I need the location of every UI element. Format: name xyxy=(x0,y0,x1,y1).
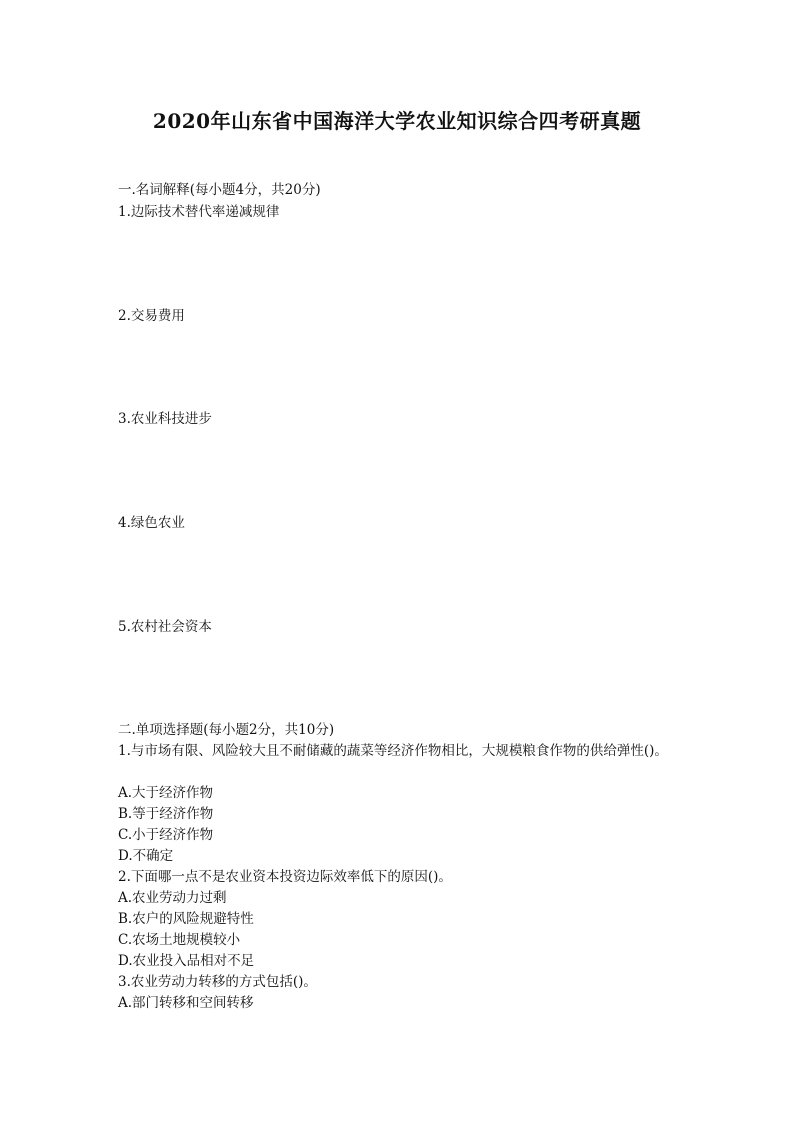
section-2-heading: 二.单项选择题(每小题2分，共10分) xyxy=(118,722,335,738)
term-item-1: 1.边际技术替代率递减规律 xyxy=(118,204,280,220)
term-item-3: 3.农业科技进步 xyxy=(118,411,212,427)
question-2-option-b: B.农户的风险规避特性 xyxy=(118,911,254,927)
question-2-option-c: C.农场土地规模较小 xyxy=(118,932,241,948)
term-item-4: 4.绿色农业 xyxy=(118,515,185,531)
question-1-option-c: C.小于经济作物 xyxy=(118,827,214,843)
question-2-option-d: D.农业投入品相对不足 xyxy=(118,953,255,969)
term-item-5: 5.农村社会资本 xyxy=(118,619,212,635)
section-1-heading: 一.名词解释(每小题4分，共20分) xyxy=(118,182,321,198)
question-1-option-a: A.大于经济作物 xyxy=(118,785,214,801)
question-1-stem: 1.与市场有限、风险较大且不耐储藏的蔬菜等经济作物相比，大规模粮食作物的供给弹性()。 xyxy=(118,743,668,759)
question-2-option-a: A.农业劳动力过剩 xyxy=(118,890,227,906)
question-3-option-a: A.部门转移和空间转移 xyxy=(118,995,254,1011)
question-2-stem: 2.下面哪一点不是农业资本投资边际效率低下的原因()。 xyxy=(118,869,452,885)
question-3-stem: 3.农业劳动力转移的方式包括()。 xyxy=(118,974,317,990)
document-title: 2020年山东省中国海洋大学农业知识综合四考研真题 xyxy=(152,109,642,133)
term-item-2: 2.交易费用 xyxy=(118,308,185,324)
question-1-option-d: D.不确定 xyxy=(118,848,174,864)
question-1-option-b: B.等于经济作物 xyxy=(118,806,214,822)
